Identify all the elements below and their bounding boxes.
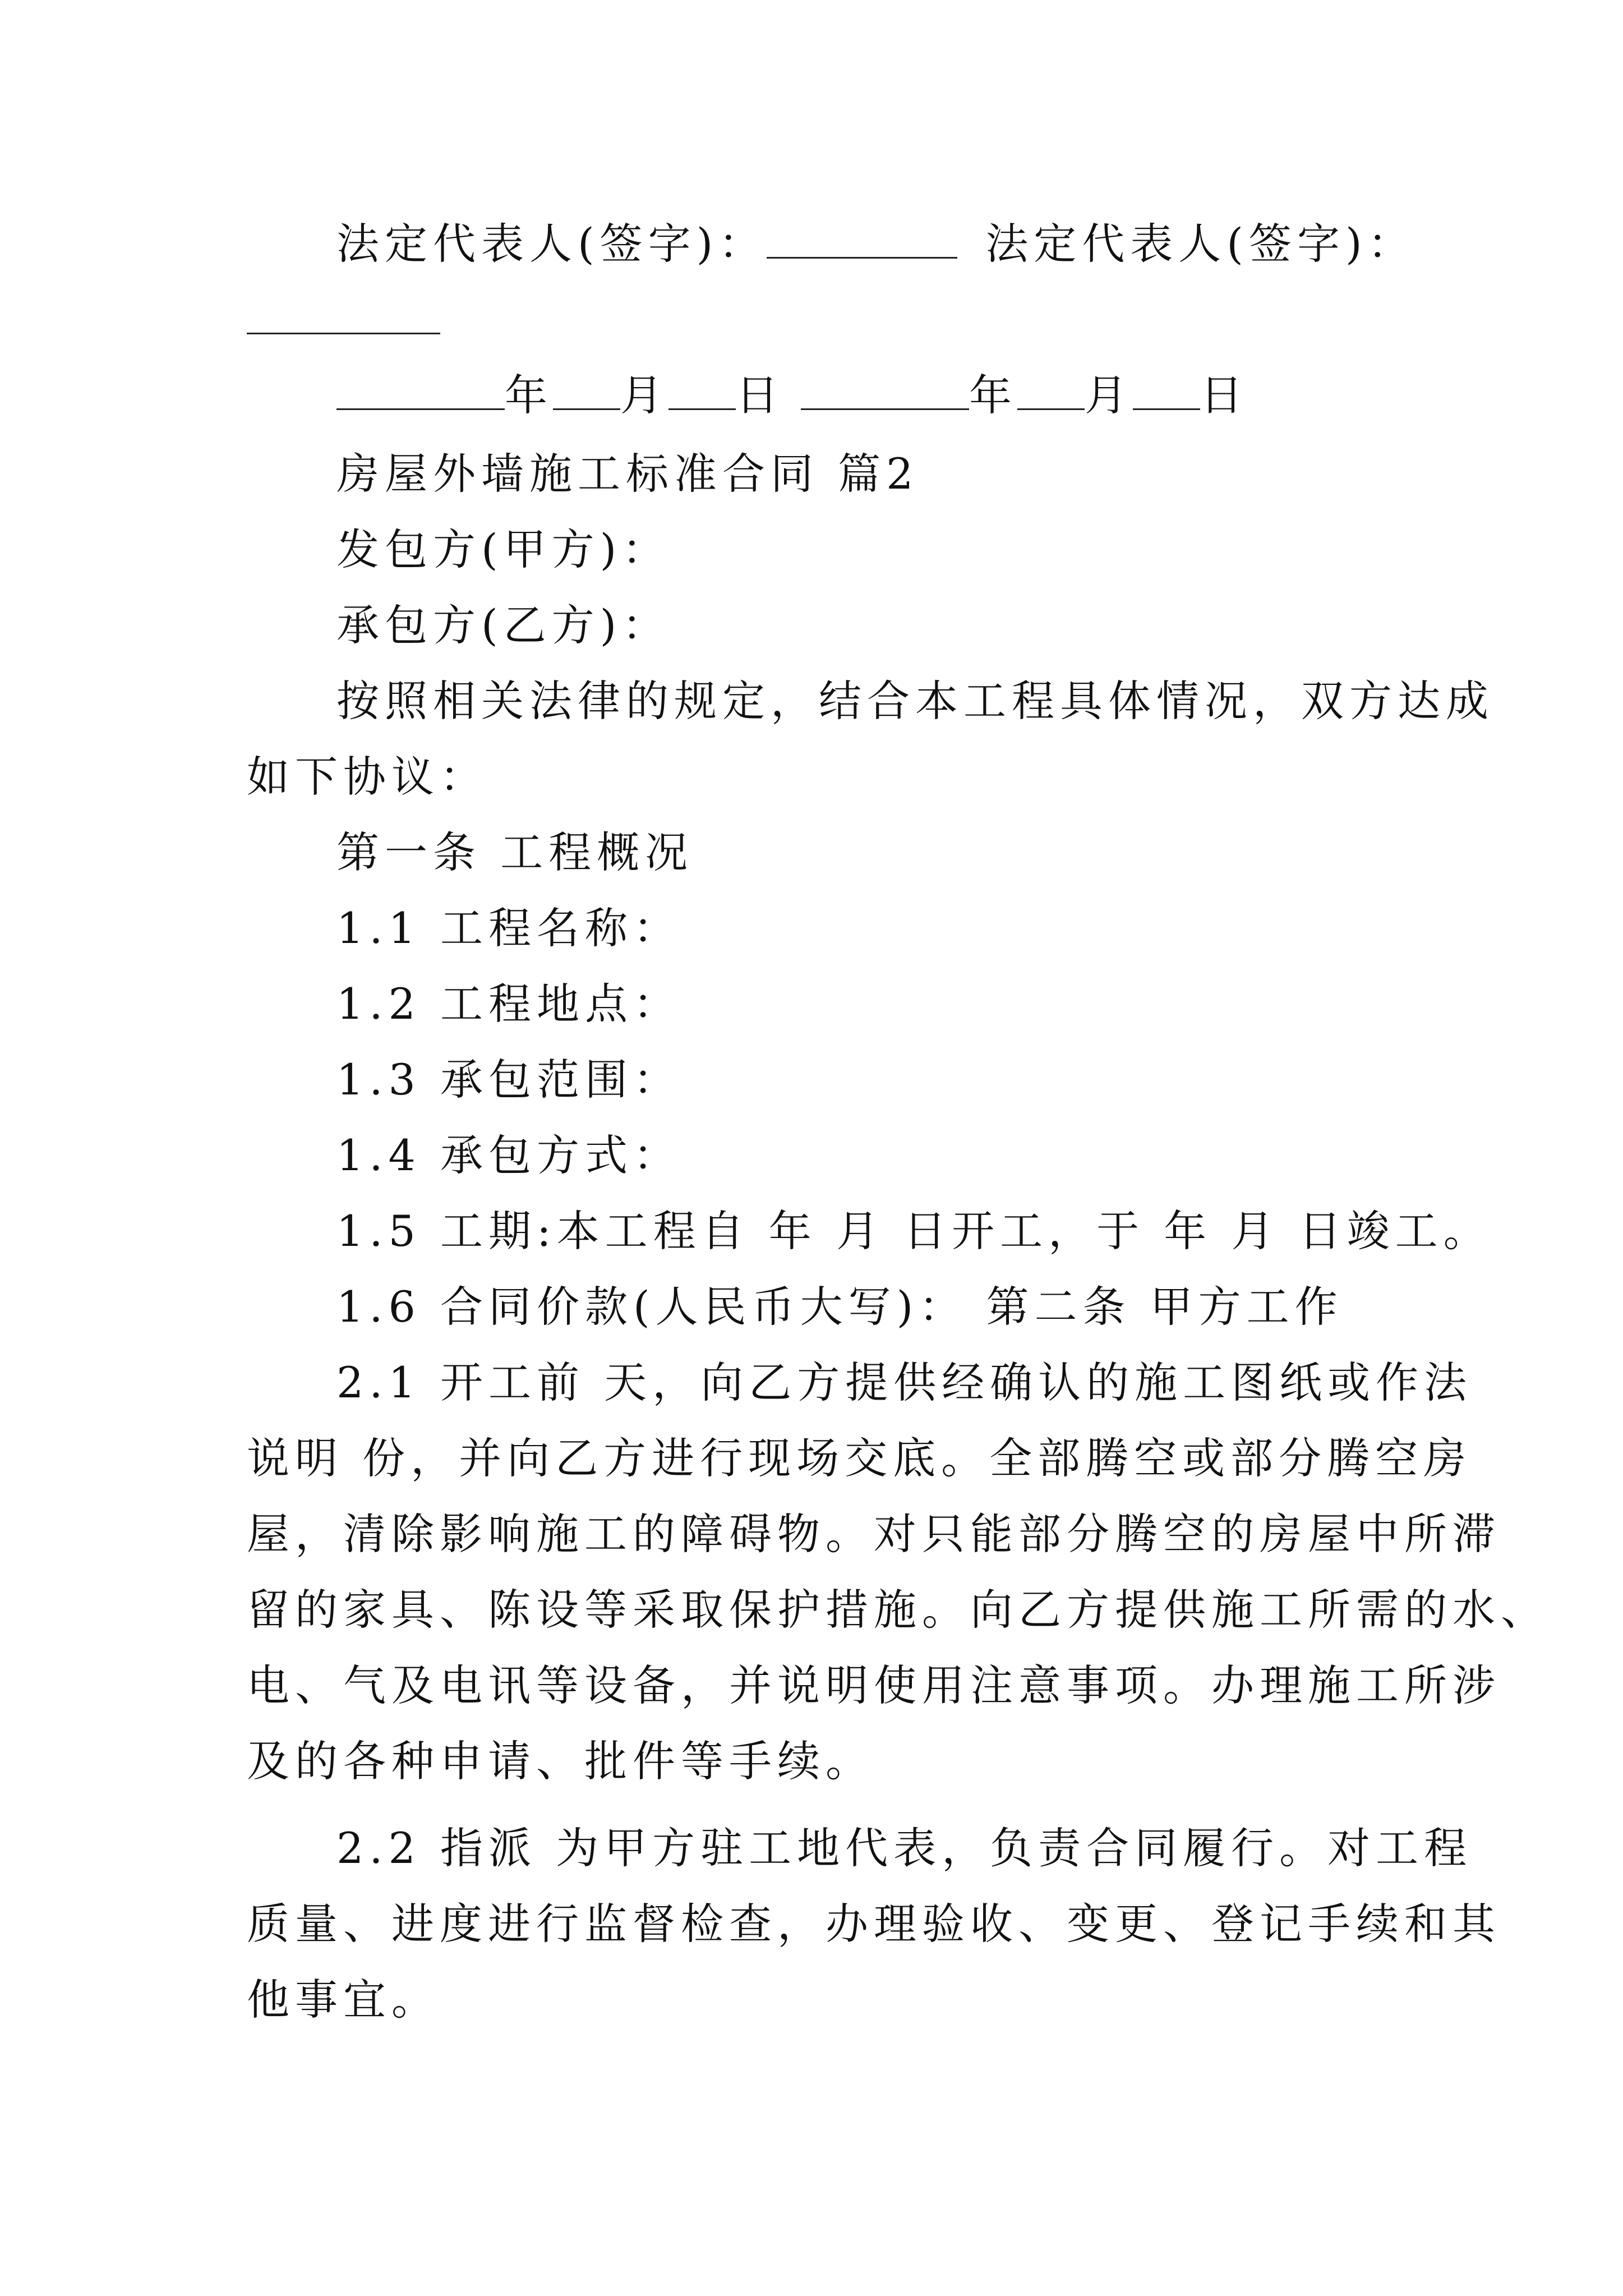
day-blank-left [668, 372, 736, 410]
month-blank-right [1017, 372, 1085, 410]
item-2-1-line: 2.1 开工前 天，向乙方提供经确认的施工图纸或作法 [336, 1358, 1473, 1407]
item-2-1-line: 电、气及电讯等设备，并说明使用注意事项。办理施工所涉 [247, 1660, 1501, 1710]
item-2-1-line: 屋，清除影响施工的障碍物。对只能部分腾空的房屋中所滞 [247, 1509, 1501, 1559]
month-blank-left [553, 372, 620, 410]
article-1-title: 第一条 工程概况 [336, 827, 694, 877]
item-1-6: 1.6 合同价款(人民币大写)： 第二条 甲方工作 [336, 1282, 1343, 1332]
intro-line-1: 按照相关法律的规定，结合本工程具体情况，双方达成 [336, 676, 1494, 726]
year-blank-right [801, 372, 969, 410]
month-label-right: 月 [1085, 370, 1133, 420]
item-2-2-line: 他事宜。 [247, 1975, 440, 2024]
date-line [336, 367, 1248, 424]
intro-line-2: 如下协议： [247, 752, 488, 802]
signature-line [336, 216, 1416, 272]
section-title: 房屋外墙施工标准合同 篇2 [336, 449, 919, 499]
year-blank-left [336, 372, 505, 410]
item-1-3: 1.3 承包范围： [336, 1055, 682, 1105]
day-label-left: 日 [736, 370, 784, 420]
item-1-2: 1.2 工程地点： [336, 979, 682, 1029]
day-label-right: 日 [1200, 370, 1248, 420]
signature-blank-left [767, 221, 957, 259]
legal-rep-left-label: 法定代表人(签字)： [336, 219, 767, 269]
year-label-right: 年 [969, 370, 1017, 420]
day-blank-right [1133, 372, 1200, 410]
signature-blank-right [247, 297, 440, 334]
party-a: 发包方(甲方)： [336, 524, 671, 574]
party-b: 承包方(乙方)： [336, 600, 671, 650]
item-1-5: 1.5 工期:本工程自 年 月 日开工，于 年 月 日竣工。 [336, 1206, 1492, 1256]
item-2-2-line: 2.2 指派 为甲方驻工地代表，负责合同履行。对工程 [336, 1823, 1473, 1873]
item-2-1-line: 说明 份，并向乙方进行现场交底。全部腾空或部分腾空房 [247, 1433, 1472, 1483]
item-1-1: 1.1 工程名称： [336, 903, 682, 953]
year-label-left: 年 [505, 370, 553, 420]
item-2-1-line: 及的各种申请、批件等手续。 [247, 1736, 874, 1786]
item-2-2-line: 质量、进度进行监督检查，办理验收、变更、登记手续和其 [247, 1899, 1501, 1949]
signature-blank-wrap [247, 292, 440, 348]
month-label-left: 月 [620, 370, 668, 420]
item-2-1-line: 留的家具、陈设等采取保护措施。向乙方提供施工所需的水、 [247, 1585, 1549, 1635]
item-1-4: 1.4 承包方式： [336, 1130, 682, 1180]
legal-rep-right-label: 法定代表人(签字)： [985, 219, 1416, 269]
